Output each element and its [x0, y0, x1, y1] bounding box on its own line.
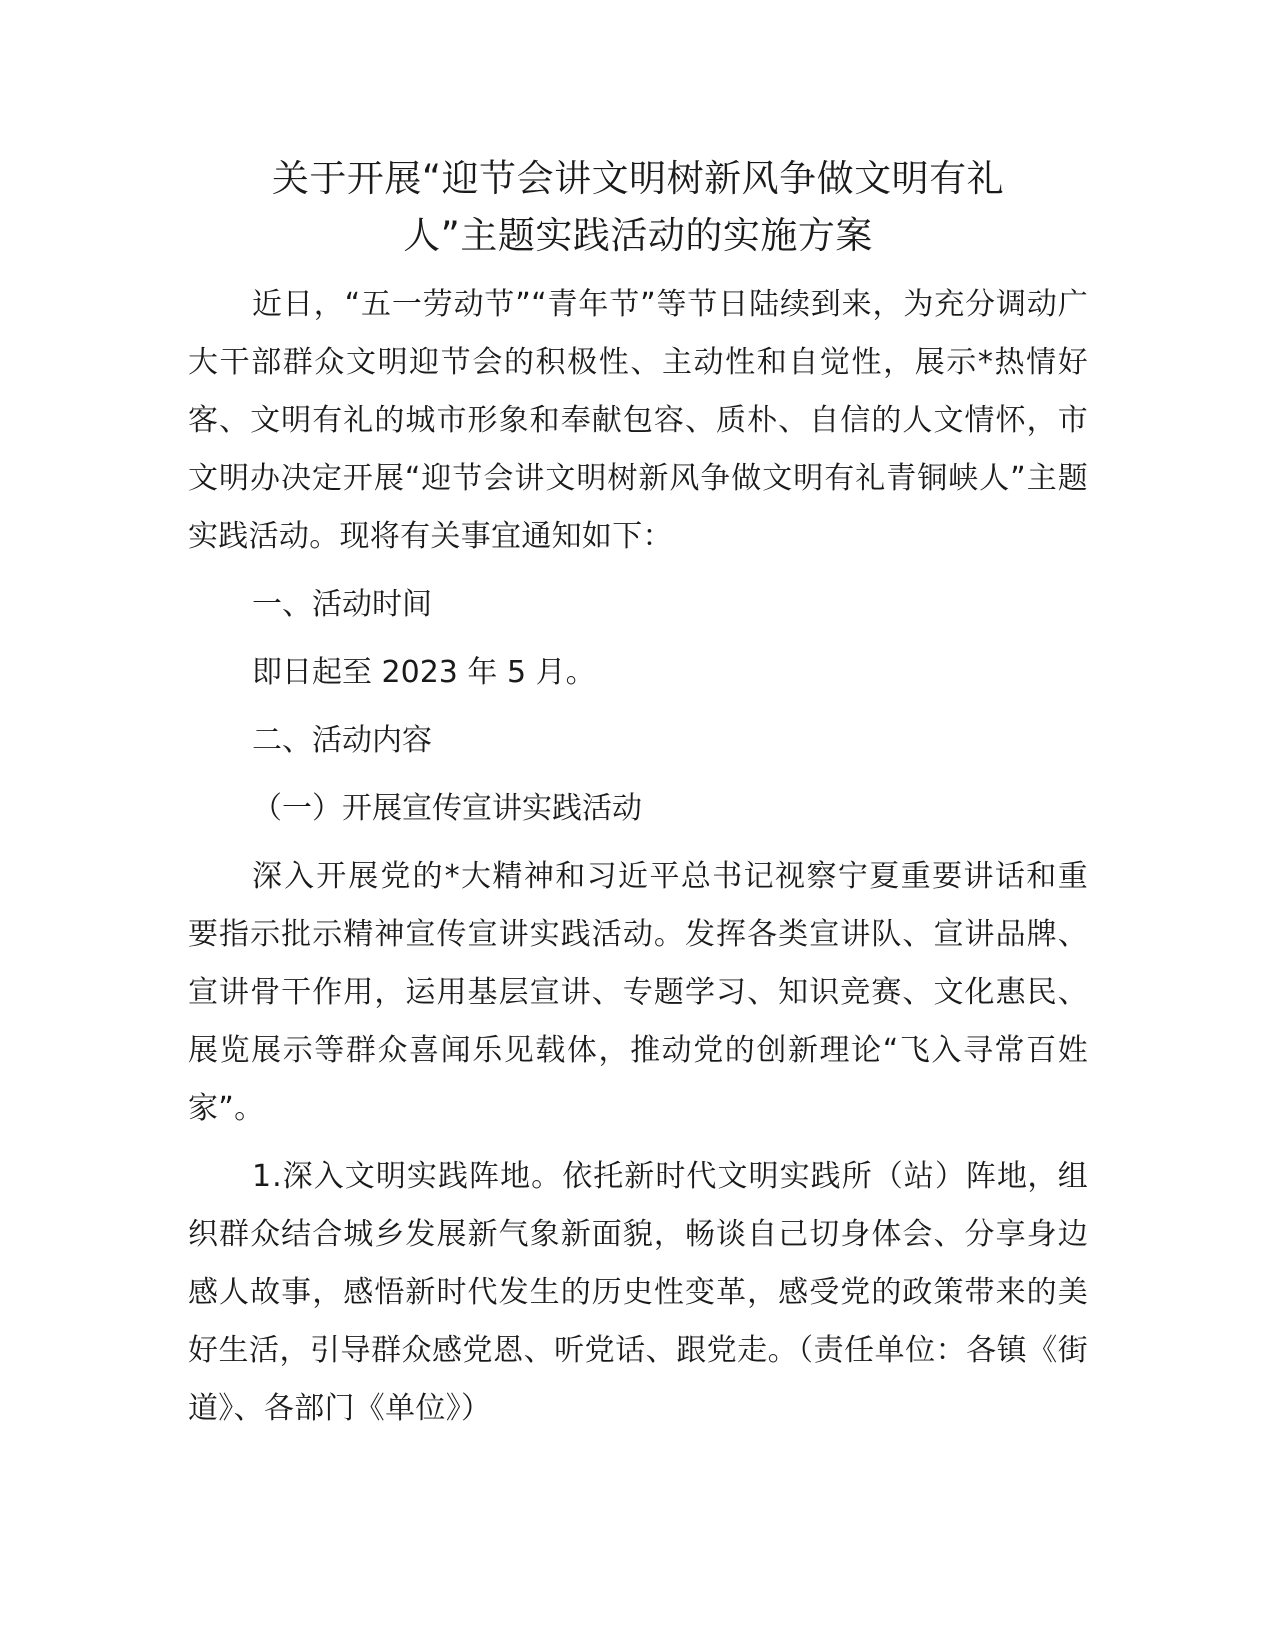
document-page: [188, 150, 1088, 1438]
item-1-paragraph: [188, 1148, 1088, 1438]
item-1-lead: 1.深入文明实践阵地。依托新时代文明实践所（站）阵: [252, 1159, 997, 1194]
section-1-heading: 一、活动时间: [252, 587, 432, 622]
subsection-1-rest: *大精神和习近平总书记视察宁夏重要讲话和重要指示批示精神宣传宣讲实践活动。发挥各类宣讲队、宣讲品牌、宣讲骨干作用，运用基层宣讲、专题学习、知识竞赛、文化惠民、展览展示等群众喜闻乐见载体，推动党的创新理论“飞入寻常百姓家”。: [188, 859, 1088, 1126]
subsection-1-heading: （一）开展宣传宣讲实践活动: [252, 791, 642, 826]
section-1-body: 即日起至 2023 年 5 月。: [252, 655, 596, 690]
title-line-2: 人”主题实践活动的实施方案: [403, 214, 873, 257]
subsection-1-lead: 深入开展党的: [252, 859, 445, 894]
section-2-heading: 二、活动内容: [252, 723, 432, 758]
intro-paragraph: 近日，“五一劳动节”“青年节”等节日陆续到来，为充分调动广大干部群众文明迎节会的积极性、主动性和自觉性，展示*热情好客、文明有礼的城市形象和奉献包容、质朴、自信的人文情怀，市文明办决定开展“迎节会讲文明树新风争做文明有礼青铜峡人”主题实践活动。现将有关事宜通知如下：: [188, 287, 1088, 554]
title-line-1: 关于开展“迎节会讲文明树新风争做文明有礼: [271, 157, 1005, 200]
document-title: [188, 150, 1088, 264]
subsection-1-paragraph: [188, 848, 1088, 1138]
item-1-rest: 地，组织群众结合城乡发展新气象新面貌，畅谈自己切身体会、分享身边感人故事，感悟新时代发生的历史性变革，感受党的政策带来的美好生活，引导群众感党恩、听党话、跟党走。（责任单位：各镇《街道》、各部门《单位》）: [188, 1159, 1088, 1426]
